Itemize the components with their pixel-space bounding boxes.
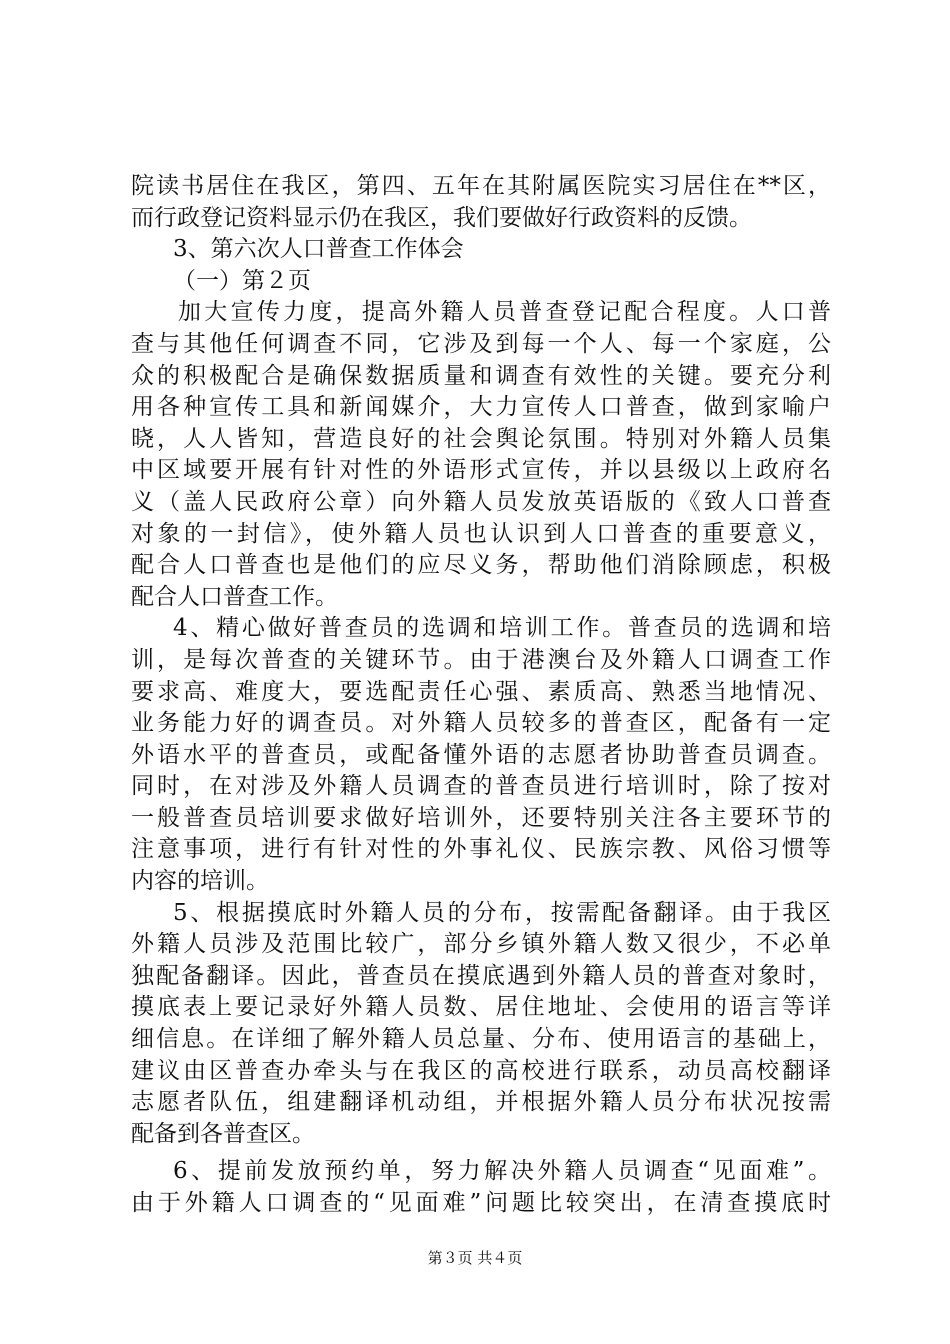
section-heading: 3、第六次人口普查工作体会 [173,236,464,263]
text-line: 志愿者队伍，组建翻译机动组，并根据外籍人员分布状况按需 [131,1089,831,1116]
text-line: 院读书居住在我区，第四、五年在其附属医院实习居住在**区， [131,173,831,199]
text-line: 同时，在对涉及外籍人员调查的普查员进行培训时，除了按对 [131,773,831,800]
text-line: 训，是每次普查的关键环节。由于港澳台及外籍人口调查工作 [131,646,831,673]
text-line: 查与其他任何调查不同，它涉及到每一个人、每一个家庭，公 [131,330,831,357]
page-footer: 第３页 共４页 [427,1249,523,1267]
paragraph-first-line: 6、提前发放预约单，努力解决外籍人员调查“见面难”。 [173,1158,831,1185]
text-line: 配合人口普查也是他们的应尽义务，帮助他们消除顾虑，积极 [131,552,831,579]
text-line: 而行政登记资料显示仍在我区，我们要做好行政资料的反馈。 [131,204,752,231]
text-line: 配备到各普查区。 [131,1120,315,1147]
paragraph-first-line: 4、精心做好普查员的选调和培训工作。普查员的选调和培 [173,615,831,642]
subsection-heading: （一）第２页 [173,267,311,294]
text-line: 中区域要开展有针对性的外语形式宣传，并以县级以上政府名 [131,457,831,484]
text-line: 配合人口普查工作。 [131,583,338,610]
text-line: 外语水平的普查员，或配备懂外语的志愿者协助普查员调查。 [131,741,831,768]
text-line: 由于外籍人口调查的“见面难”问题比较突出，在清查摸底时 [131,1190,831,1216]
paragraph-first-line: 5、根据摸底时外籍人员的分布，按需配备翻译。由于我区 [173,899,831,926]
text-line: 一般普查员培训要求做好培训外，还要特别关注各主要环节的 [131,804,831,831]
text-line: 建议由区普查办牵头与在我区的高校进行联系，动员高校翻译 [131,1057,831,1084]
text-line: 外籍人员涉及范围比较广，部分乡镇外籍人数又很少，不必单 [131,931,831,958]
document-body [131,171,831,1220]
text-line: 摸底表上要记录好外籍人员数、居住地址、会使用的语言等详 [131,994,831,1021]
text-line: 对象的一封信》，使外籍人员也认识到人口普查的重要意义， [131,520,831,547]
paragraph-first-line: 加大宣传力度，提高外籍人员普查登记配合程度。人口普 [178,299,831,326]
text-line: 晓，人人皆知，营造良好的社会舆论氛围。特别对外籍人员集 [131,425,831,452]
text-line: 义（盖人民政府公章）向外籍人员发放英语版的《致人口普查 [131,488,831,515]
text-line: 业务能力好的调查员。对外籍人员较多的普查区，配备有一定 [131,710,831,737]
text-line: 细信息。在详细了解外籍人员总量、分布、使用语言的基础上， [131,1026,831,1053]
text-line: 用各种宣传工具和新闻媒介，大力宣传人口普查，做到家喻户 [131,394,831,421]
text-line: 内容的培训。 [131,868,269,895]
text-line: 注意事项，进行有针对性的外事礼仪、民族宗教、风俗习惯等 [131,836,831,863]
text-line: 众的积极配合是确保数据质量和调查有效性的关键。要充分利 [131,362,831,389]
text-line: 要求高、难度大，要选配责任心强、素质高、熟悉当地情况、 [131,678,831,705]
text-line: 独配备翻译。因此，普查员在摸底遇到外籍人员的普查对象时， [131,962,831,989]
